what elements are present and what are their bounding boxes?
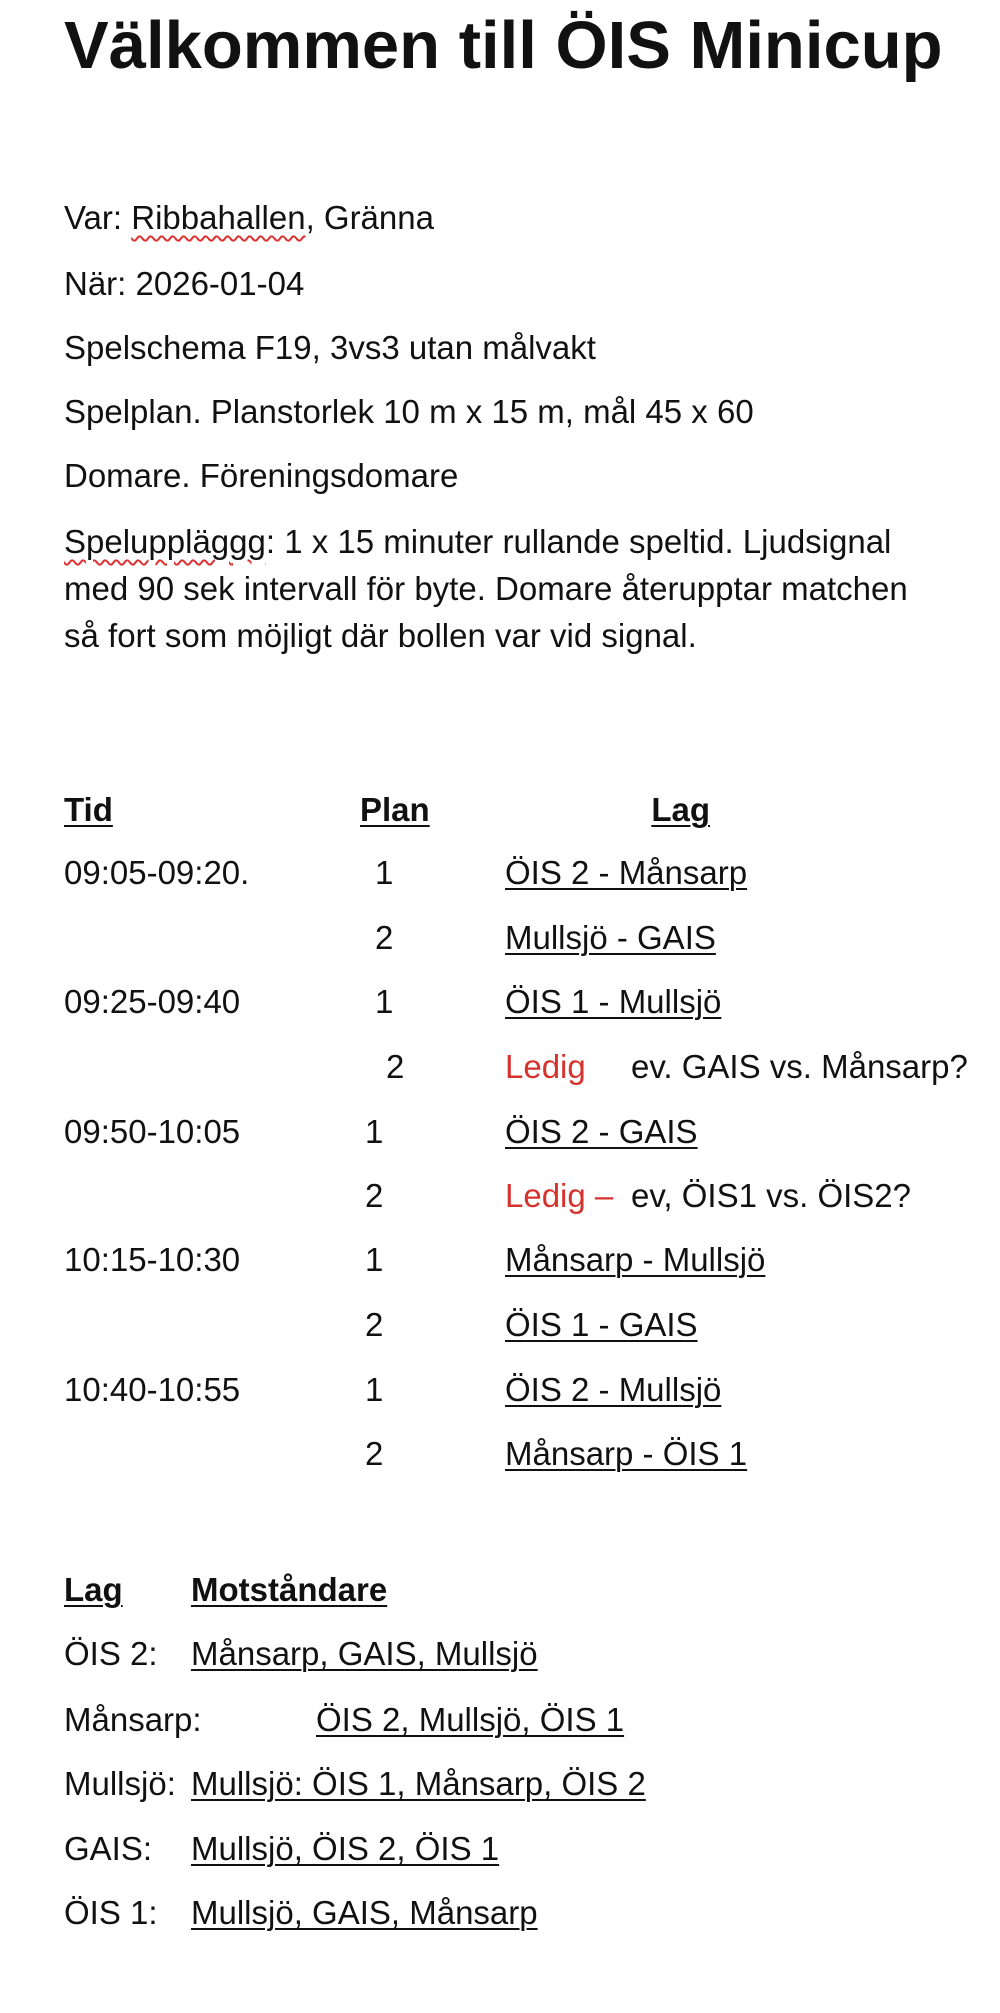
schedule-header xyxy=(64,790,964,830)
schedule-underline-segment xyxy=(64,853,747,893)
schedule-plan: 2 xyxy=(365,1435,384,1472)
schedule-match: ÖIS 1 - Mullsjö xyxy=(505,983,722,1020)
page-title: Välkommen till ÖIS Minicup xyxy=(64,8,943,83)
schedule-underline-segment xyxy=(64,1305,698,1345)
schedule-plan: 1 xyxy=(375,983,394,1020)
schedule-row xyxy=(64,1240,964,1280)
schedule-plan: 2 xyxy=(365,1306,384,1343)
opp-header-lag: Lag xyxy=(64,1571,123,1608)
schedule-row xyxy=(64,1434,964,1474)
opponents-team: Mullsjö: xyxy=(64,1765,176,1802)
schedule-time: 09:50-10:05 xyxy=(64,1113,241,1150)
opponents-underline-segment xyxy=(64,1764,646,1804)
schedule-plan: 2 xyxy=(365,1177,384,1214)
schedule-free-slot: Ledig xyxy=(505,1048,586,1085)
header-plan: Plan xyxy=(360,791,430,828)
schedule-time: 09:25-09:40 xyxy=(64,983,241,1020)
opponents-list: ÖIS 2, Mullsjö, ÖIS 1 xyxy=(316,1701,625,1738)
schedule-underline-segment xyxy=(64,1112,698,1152)
schedule-underline-segment xyxy=(64,1176,631,1216)
venue-label: Var: xyxy=(64,199,132,236)
opponents-team: ÖIS 2: xyxy=(64,1635,158,1672)
format-text: : 1 x 15 minuter rullande speltid. Ljudsignal med 90 sek intervall för byte. Domare återupptar matchen så fort som möjligt där bollen var vid signal. xyxy=(64,523,908,654)
schedule-match: ÖIS 2 - Månsarp xyxy=(505,854,748,891)
schedule-plan: 1 xyxy=(365,1371,384,1408)
opponents-underline-segment xyxy=(64,1634,538,1674)
schema-line: Spelschema F19, 3vs3 utan målvakt xyxy=(64,329,596,366)
schedule-match: Månsarp - ÖIS 1 xyxy=(505,1435,748,1472)
opponents-team: Månsarp: xyxy=(64,1701,202,1738)
schedule-free-slot: Ledig – xyxy=(505,1177,614,1214)
referee-line: Domare. Föreningsdomare xyxy=(64,457,459,494)
schedule-plan: 1 xyxy=(365,1113,384,1150)
schedule-row xyxy=(64,918,964,958)
schedule-time: 10:40-10:55 xyxy=(64,1371,241,1408)
schedule-match: Mullsjö - GAIS xyxy=(505,919,716,956)
schedule-match: ÖIS 2 - GAIS xyxy=(505,1113,698,1150)
opponents-list: Mullsjö: ÖIS 1, Månsarp, ÖIS 2 xyxy=(191,1765,646,1802)
schedule-suggestion: ev, ÖIS1 vs. ÖIS2? xyxy=(631,1177,912,1214)
schedule-time: 10:15-10:30 xyxy=(64,1241,241,1278)
game-format-paragraph xyxy=(64,518,944,659)
schedule-plan: 2 xyxy=(386,1048,405,1085)
schedule-underline-segment xyxy=(64,982,721,1022)
header-tid: Tid xyxy=(64,791,113,828)
venue-rest: , Gränna xyxy=(305,199,434,236)
schedule-row xyxy=(64,982,964,1022)
opponents-team: GAIS: xyxy=(64,1830,153,1867)
date-line: När: 2026-01-04 xyxy=(64,265,305,302)
schedule-row xyxy=(64,1305,964,1345)
schedule-row xyxy=(64,853,964,893)
schedule-plan: 1 xyxy=(375,854,394,891)
opp-header-mot: Motståndare xyxy=(191,1571,388,1608)
format-word: Speluppläggg xyxy=(64,523,266,560)
opponents-team: ÖIS 1: xyxy=(64,1894,158,1931)
schedule-row xyxy=(64,1176,964,1216)
schedule-plan: 1 xyxy=(365,1241,384,1278)
schedule-row xyxy=(64,1370,964,1410)
schedule-underline-segment xyxy=(64,1240,765,1280)
schedule-time: 09:05-09:20. xyxy=(64,854,250,891)
venue-place: Ribbahallen xyxy=(131,199,306,236)
schedule-match: ÖIS 1 - GAIS xyxy=(505,1306,698,1343)
opponents-underline-segment xyxy=(64,1700,624,1740)
schedule-row xyxy=(64,1047,968,1087)
opponents-list: Mullsjö, ÖIS 2, ÖIS 1 xyxy=(191,1830,500,1867)
opponents-list: Mullsjö, GAIS, Månsarp xyxy=(191,1894,538,1931)
schedule-match: Månsarp - Mullsjö xyxy=(505,1241,766,1278)
schedule-match: ÖIS 2 - Mullsjö xyxy=(505,1371,722,1408)
venue-line xyxy=(64,198,434,238)
schedule-underline-segment xyxy=(64,1047,631,1087)
field-line: Spelplan. Planstorlek 10 m x 15 m, mål 45 x 60 xyxy=(64,393,754,430)
schedule-underline-segment xyxy=(64,1434,747,1474)
schedule-plan: 2 xyxy=(375,919,394,956)
schedule-row xyxy=(64,1112,964,1152)
header-lag: Lag xyxy=(651,791,710,828)
opponents-underline-segment xyxy=(64,1829,499,1869)
opponents-list: Månsarp, GAIS, Mullsjö xyxy=(191,1635,538,1672)
opponents-underline-segment xyxy=(64,1893,538,1933)
schedule-underline-segment xyxy=(64,1370,721,1410)
schedule-underline-segment xyxy=(64,918,716,958)
schedule-suggestion: ev. GAIS vs. Månsarp? xyxy=(631,1048,968,1085)
